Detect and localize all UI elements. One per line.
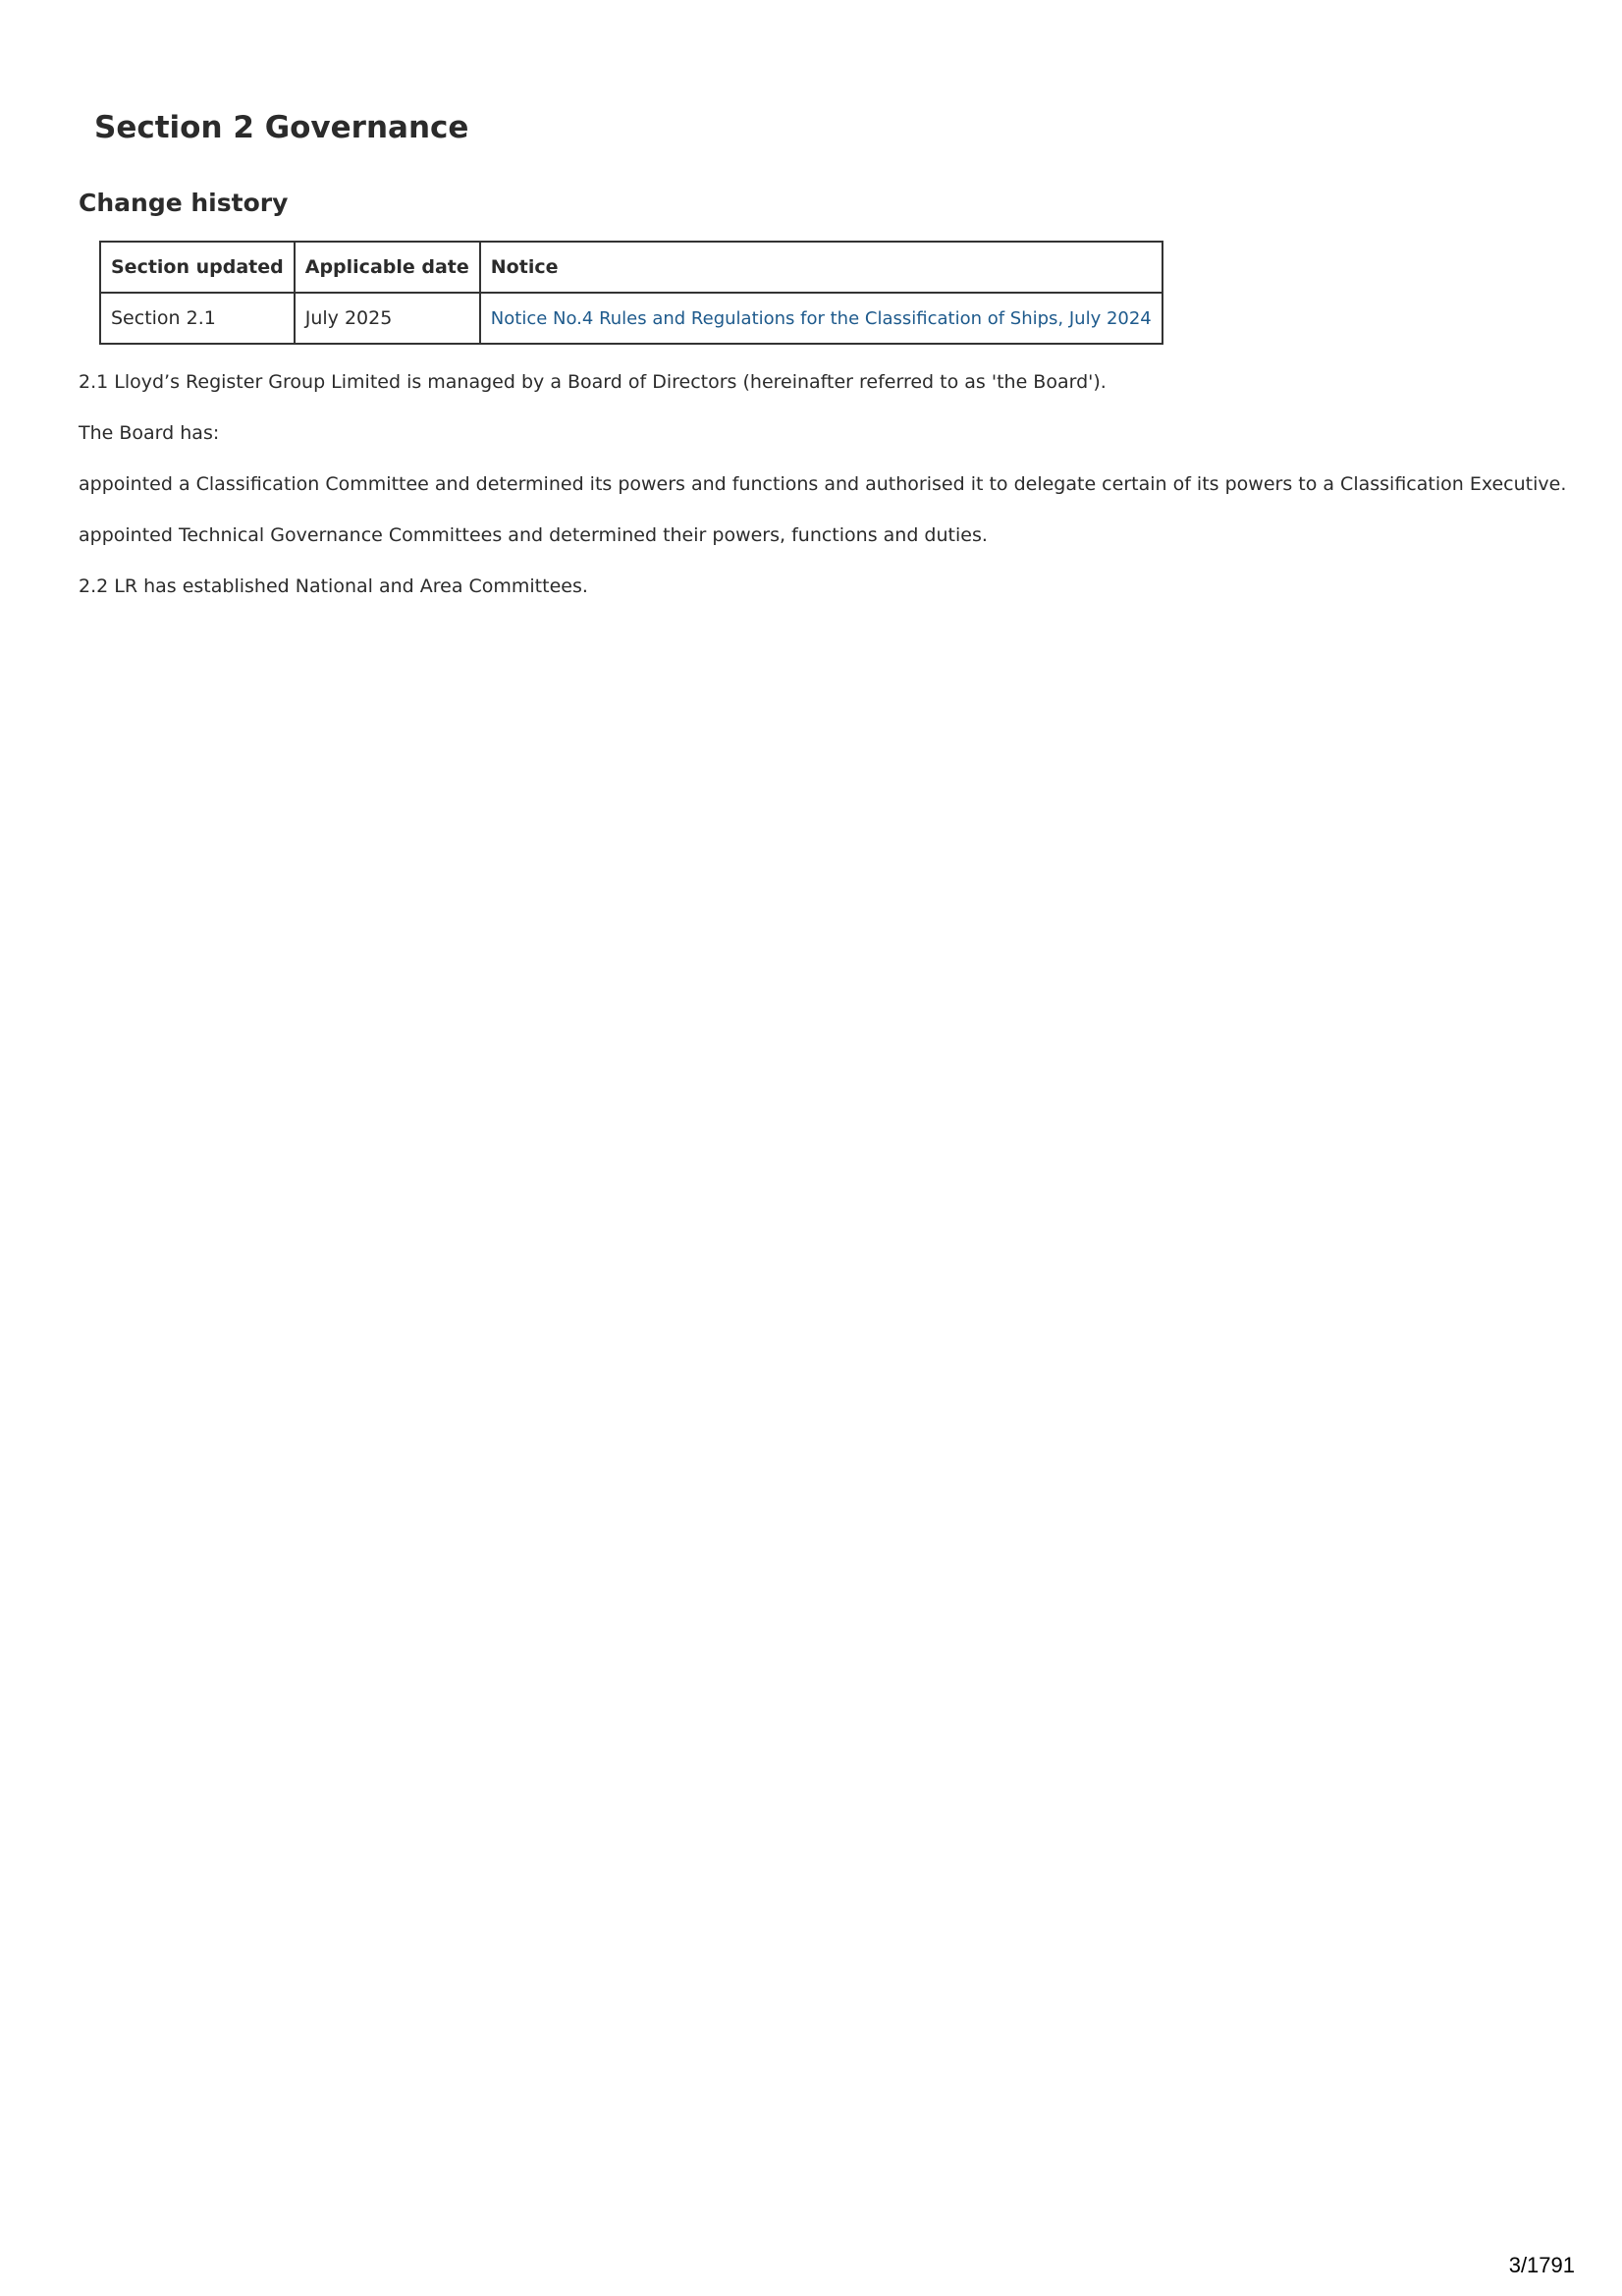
change-history-heading: Change history (79, 189, 289, 217)
page-title: Section 2 Governance (94, 110, 469, 145)
cell-notice (480, 293, 1162, 344)
paragraph-board-has: The Board has: (79, 422, 220, 444)
paragraph-2-1: 2.1 Lloyd’s Register Group Limited is managed by a Board of Directors (hereinafter referred to as 'the Board'). (79, 371, 1107, 393)
cell-applicable-date: July 2025 (295, 293, 480, 344)
paragraph-technical-governance: appointed Technical Governance Committees and determined their powers, functions and duties. (79, 524, 988, 546)
column-header-notice: Notice (480, 242, 1162, 293)
change-history-table (99, 241, 1163, 345)
column-header-section-updated: Section updated (100, 242, 295, 293)
column-header-applicable-date: Applicable date (295, 242, 480, 293)
table-row (100, 293, 1162, 344)
paragraph-classification-committee: appointed a Classification Committee and determined its powers and functions and authorised it to delegate certain of its powers to a Classification Executive. (79, 473, 1567, 495)
paragraph-2-2: 2.2 LR has established National and Area Committees. (79, 575, 588, 597)
notice-link[interactable]: Notice No.4 Rules and Regulations for the Classification of Ships, July 2024 (490, 308, 1152, 329)
cell-section-updated: Section 2.1 (100, 293, 295, 344)
table-header-row (100, 242, 1162, 293)
page-number: 3/1791 (1508, 2253, 1575, 2277)
